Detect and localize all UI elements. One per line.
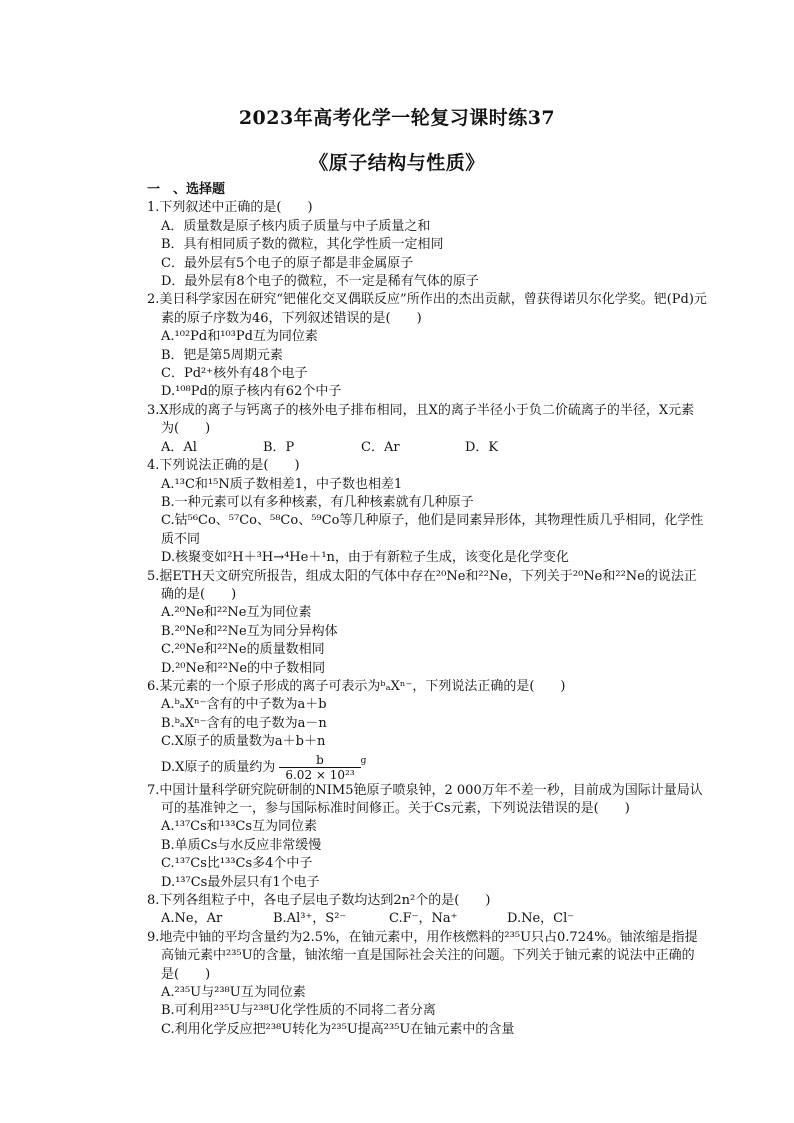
- option-d: D.²⁰Ne和²²Ne的中子数相同: [161, 660, 326, 676]
- option-b: B．P: [263, 439, 295, 455]
- unit-grams: g: [360, 755, 367, 766]
- question-stem: 6.某元素的一个原子形成的离子可表示为ᵇₐXⁿ⁻，下列说法正确的是( ): [147, 678, 566, 694]
- option-b: B.ᵇₐXⁿ⁻含有的电子数为a－n: [161, 715, 327, 731]
- question-4: [147, 457, 707, 567]
- option-d: [161, 753, 707, 782]
- question-stem: 7.中国计量科学研究院研制的NIM5铯原子喷泉钟，2 000万年不差一秒，目前成为国际计量局认可的基准钟之一，参与国际标准时间修正。关于Cs元素，下列说法错误的是( ): [147, 782, 703, 816]
- option-b: B．钯是第5周期元素: [161, 347, 283, 363]
- option-c: C．Ar: [361, 439, 400, 455]
- option-c: C.²⁰Ne和²²Ne的质量数相同: [161, 642, 325, 658]
- question-stem: 9.地壳中铀的平均含量约为2.5%，在铀元素中，用作核燃料的²³⁵U只占0.724%。铀浓缩是指提高铀元素中²³⁵U的含量，铀浓缩一直是国际社会关注的问题。下列关于铀元素的说法中正确的是( ): [147, 929, 698, 982]
- option-d: D.核聚变如²H＋³H→⁴He＋¹n，由于有新粒子生成，该变化是化学变化: [161, 550, 569, 566]
- fraction-denominator: 6.02 × 10²³: [285, 767, 355, 782]
- option-a: A．质量数是原子核内质子质量与中子质量之和: [161, 218, 431, 234]
- option-c: C.F⁻，Na⁺: [389, 911, 458, 927]
- document-title: 2023年高考化学一轮复习课时练37: [238, 107, 556, 129]
- option-b: B．具有相同质子数的微粒，其化学性质一定相同: [161, 237, 444, 253]
- option-b: B.可利用²³⁵U与²³⁸U化学性质的不同将二者分离: [161, 1003, 436, 1019]
- option-a: A.²⁰Ne和²²Ne互为同位素: [161, 605, 312, 621]
- option-a: A.¹⁰²Pd和¹⁰³Pd互为同位素: [161, 329, 318, 345]
- question-9: [147, 929, 707, 1039]
- fraction-numerator: b: [279, 753, 360, 768]
- option-d-prefix: D.X原子的质量约为: [161, 759, 276, 775]
- section-header: 一 、选择题: [147, 182, 226, 197]
- question-stem: 3.X形成的离子与钙离子的核外电子排布相同，且X的离子半径小于负二价硫离子的半径，X元素为( ): [147, 402, 695, 437]
- option-b: B.²⁰Ne和²²Ne互为同分异构体: [161, 623, 338, 639]
- document-subtitle: 《原子结构与性质》: [309, 152, 485, 174]
- option-d: D.¹³⁷Cs最外层只有1个电子: [161, 874, 320, 890]
- question-stem: 8.下列各组粒子中，各电子层电子数均达到2n²个的是( ): [147, 893, 491, 909]
- option-d: D．最外层有8个电子的微粒，不一定是稀有气体的原子: [161, 274, 479, 290]
- option-c: C.¹³⁷Cs比¹³³Cs多4个中子: [161, 856, 313, 872]
- option-a: A.Ne，Ar: [161, 911, 223, 927]
- question-stem: 1.下列叙述中正确的是( ): [147, 200, 313, 216]
- option-d: D.Ne，Cl⁻: [507, 911, 575, 927]
- question-stem: 5.据ETH天文研究所报告，组成太阳的气体中存在²⁰Ne和²²Ne，下列关于²⁰Ne和²²Ne的说法正确的是( ): [147, 568, 697, 602]
- question-stem: 2.美日科学家因在研究“钯催化交叉偶联反应”所作出的杰出贡献，曾获得诺贝尔化学奖。钯(Pd)元素的原子序数为46，下列叙述错误的是( ): [147, 292, 707, 326]
- option-a: A.ᵇₐXⁿ⁻含有的中子数为a＋b: [161, 697, 327, 713]
- option-c: C．Pd²⁺核外有48个电子: [161, 366, 308, 382]
- question-2: [147, 291, 707, 401]
- question-6: [147, 678, 707, 782]
- option-c: C.X原子的质量数为a＋b＋n: [161, 734, 326, 750]
- option-a: A.¹³C和¹⁵N质子数相差1，中子数也相差1: [161, 476, 403, 492]
- question-3: [147, 402, 707, 457]
- question-stem: 4.下列说法正确的是( ): [147, 458, 300, 474]
- question-5: [147, 568, 707, 678]
- question-list: [147, 181, 707, 1039]
- option-c: C.利用化学反应把²³⁸U转化为²³⁵U提高²³⁵U在铀元素中的含量: [161, 1021, 515, 1037]
- option-b: B.Al³⁺，S²⁻: [273, 911, 347, 927]
- option-b: B.一种元素可以有多种核素，有几种核素就有几种原子: [161, 494, 474, 510]
- option-a: A.¹³⁷Cs和¹³³Cs互为同位素: [161, 819, 318, 835]
- mass-fraction: [279, 753, 360, 782]
- question-1: [147, 199, 707, 291]
- option-a: A．Al: [161, 439, 197, 455]
- option-c: C．最外层有5个电子的原子都是非金属原子: [161, 255, 414, 271]
- option-b: B.单质Cs与水反应非常缓慢: [161, 837, 322, 853]
- option-d: D．K: [465, 439, 499, 455]
- question-8: [147, 892, 707, 929]
- question-7: [147, 782, 707, 892]
- option-d: D.¹⁰⁸Pd的原子核内有62个中子: [161, 384, 342, 400]
- option-c: C.钴⁵⁶Co、⁵⁷Co、⁵⁸Co、⁵⁹Co等几种原子，他们是同素异形体，其物理性质几乎相同，化学性质不同: [161, 513, 704, 547]
- option-a: A.²³⁵U与²³⁸U互为同位素: [161, 985, 306, 1001]
